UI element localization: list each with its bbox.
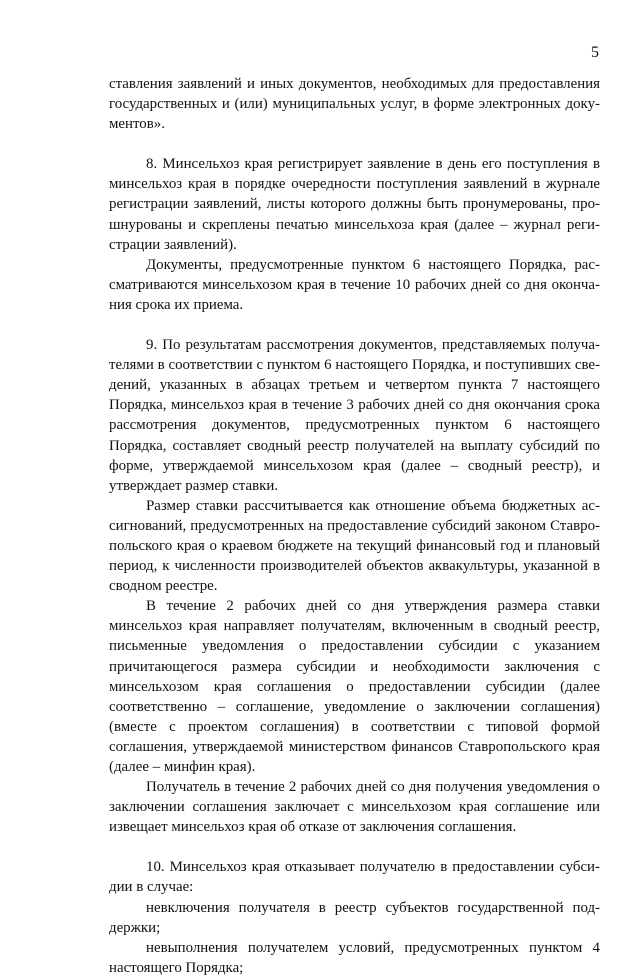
paragraph-10-item-1: невключения получателя в реестр субъектов государственной поддержки; (109, 899, 600, 936)
paragraph-9: 9. По результатам рассмотрения документов, представляемых получателями в соответствии с пунктом 6 настоящего Порядка, и поступивших сведений, указанных в абзацах третьем и четвертом пункта 7 настоящего Порядка, минсельхоз края в течение 3 рабочих дней со дня окончания срока рассмотрения документов, предусмотренных пунктом 6 настоящего Порядка, составляет сводный реестр получателей на выплату субсидий по форме, утверждаемой минсельхозом края (далее – сводный реестр), и утверждает размер ставки. (109, 337, 600, 494)
page-number: 5 (591, 44, 599, 61)
paragraph-10: 10. Минсельхоз края отказывает получателю в предоставлении субсидии в случае: (109, 859, 600, 896)
paragraph-continuation: ставления заявлений и иных документов, необходимых для предоставления государственных и (или) муниципальных услуг, в форме электронных документов». (109, 76, 600, 133)
paragraph-9-agreement: Получатель в течение 2 рабочих дней со дня получения уведомления о заключении соглашения заключает с минсельхозом края соглашение или извещает минсельхоз края об отказе от заключения соглашения. (109, 779, 600, 836)
paragraph-10-item-2: невыполнения получателем условий, предусмотренных пунктом 4 настоящего Порядка; (109, 939, 600, 976)
paragraph-9-notification: В течение 2 рабочих дней со дня утверждения размера ставки минсельхоз края направляет получателям, включенным в сводный реестр, письменные уведомления о предоставлении субсидии с указанием причитающегося размера субсидии и необходимости заключения с минсельхозом края соглашения о предоставлении субсидии (далее соответственно – соглашение, уведомление о заключении соглашения) (вместе с проектом соглашения) в соответствии с типовой формой соглашения, утверждаемой министерством финансов Ставропольского края (далее – минфин края). (109, 598, 600, 775)
paragraph-8-documents: Документы, предусмотренные пунктом 6 настоящего Порядка, рассматриваются минсельхозом края в течение 10 рабочих дней со дня окончания срока их приема. (109, 256, 600, 313)
document-body (109, 74, 600, 978)
paragraph-8: 8. Минсельхоз края регистрирует заявление в день его поступления в минсельхоз края в порядке очередности поступления заявлений в журнале регистрации заявлений, листы которого должны быть пронумерованы, прошнурованы и скреплены печатью минсельхоза края (далее – журнал регистрации заявлений). (109, 156, 600, 253)
paragraph-9-rate: Размер ставки рассчитывается как отношение объема бюджетных ассигнований, предусмотренных на предоставление субсидий законом Ставропольского края о краевом бюджете на текущий финансовый год и плановый период, к численности производителей объектов аквакультуры, указанной в сводном реестре. (109, 497, 600, 595)
